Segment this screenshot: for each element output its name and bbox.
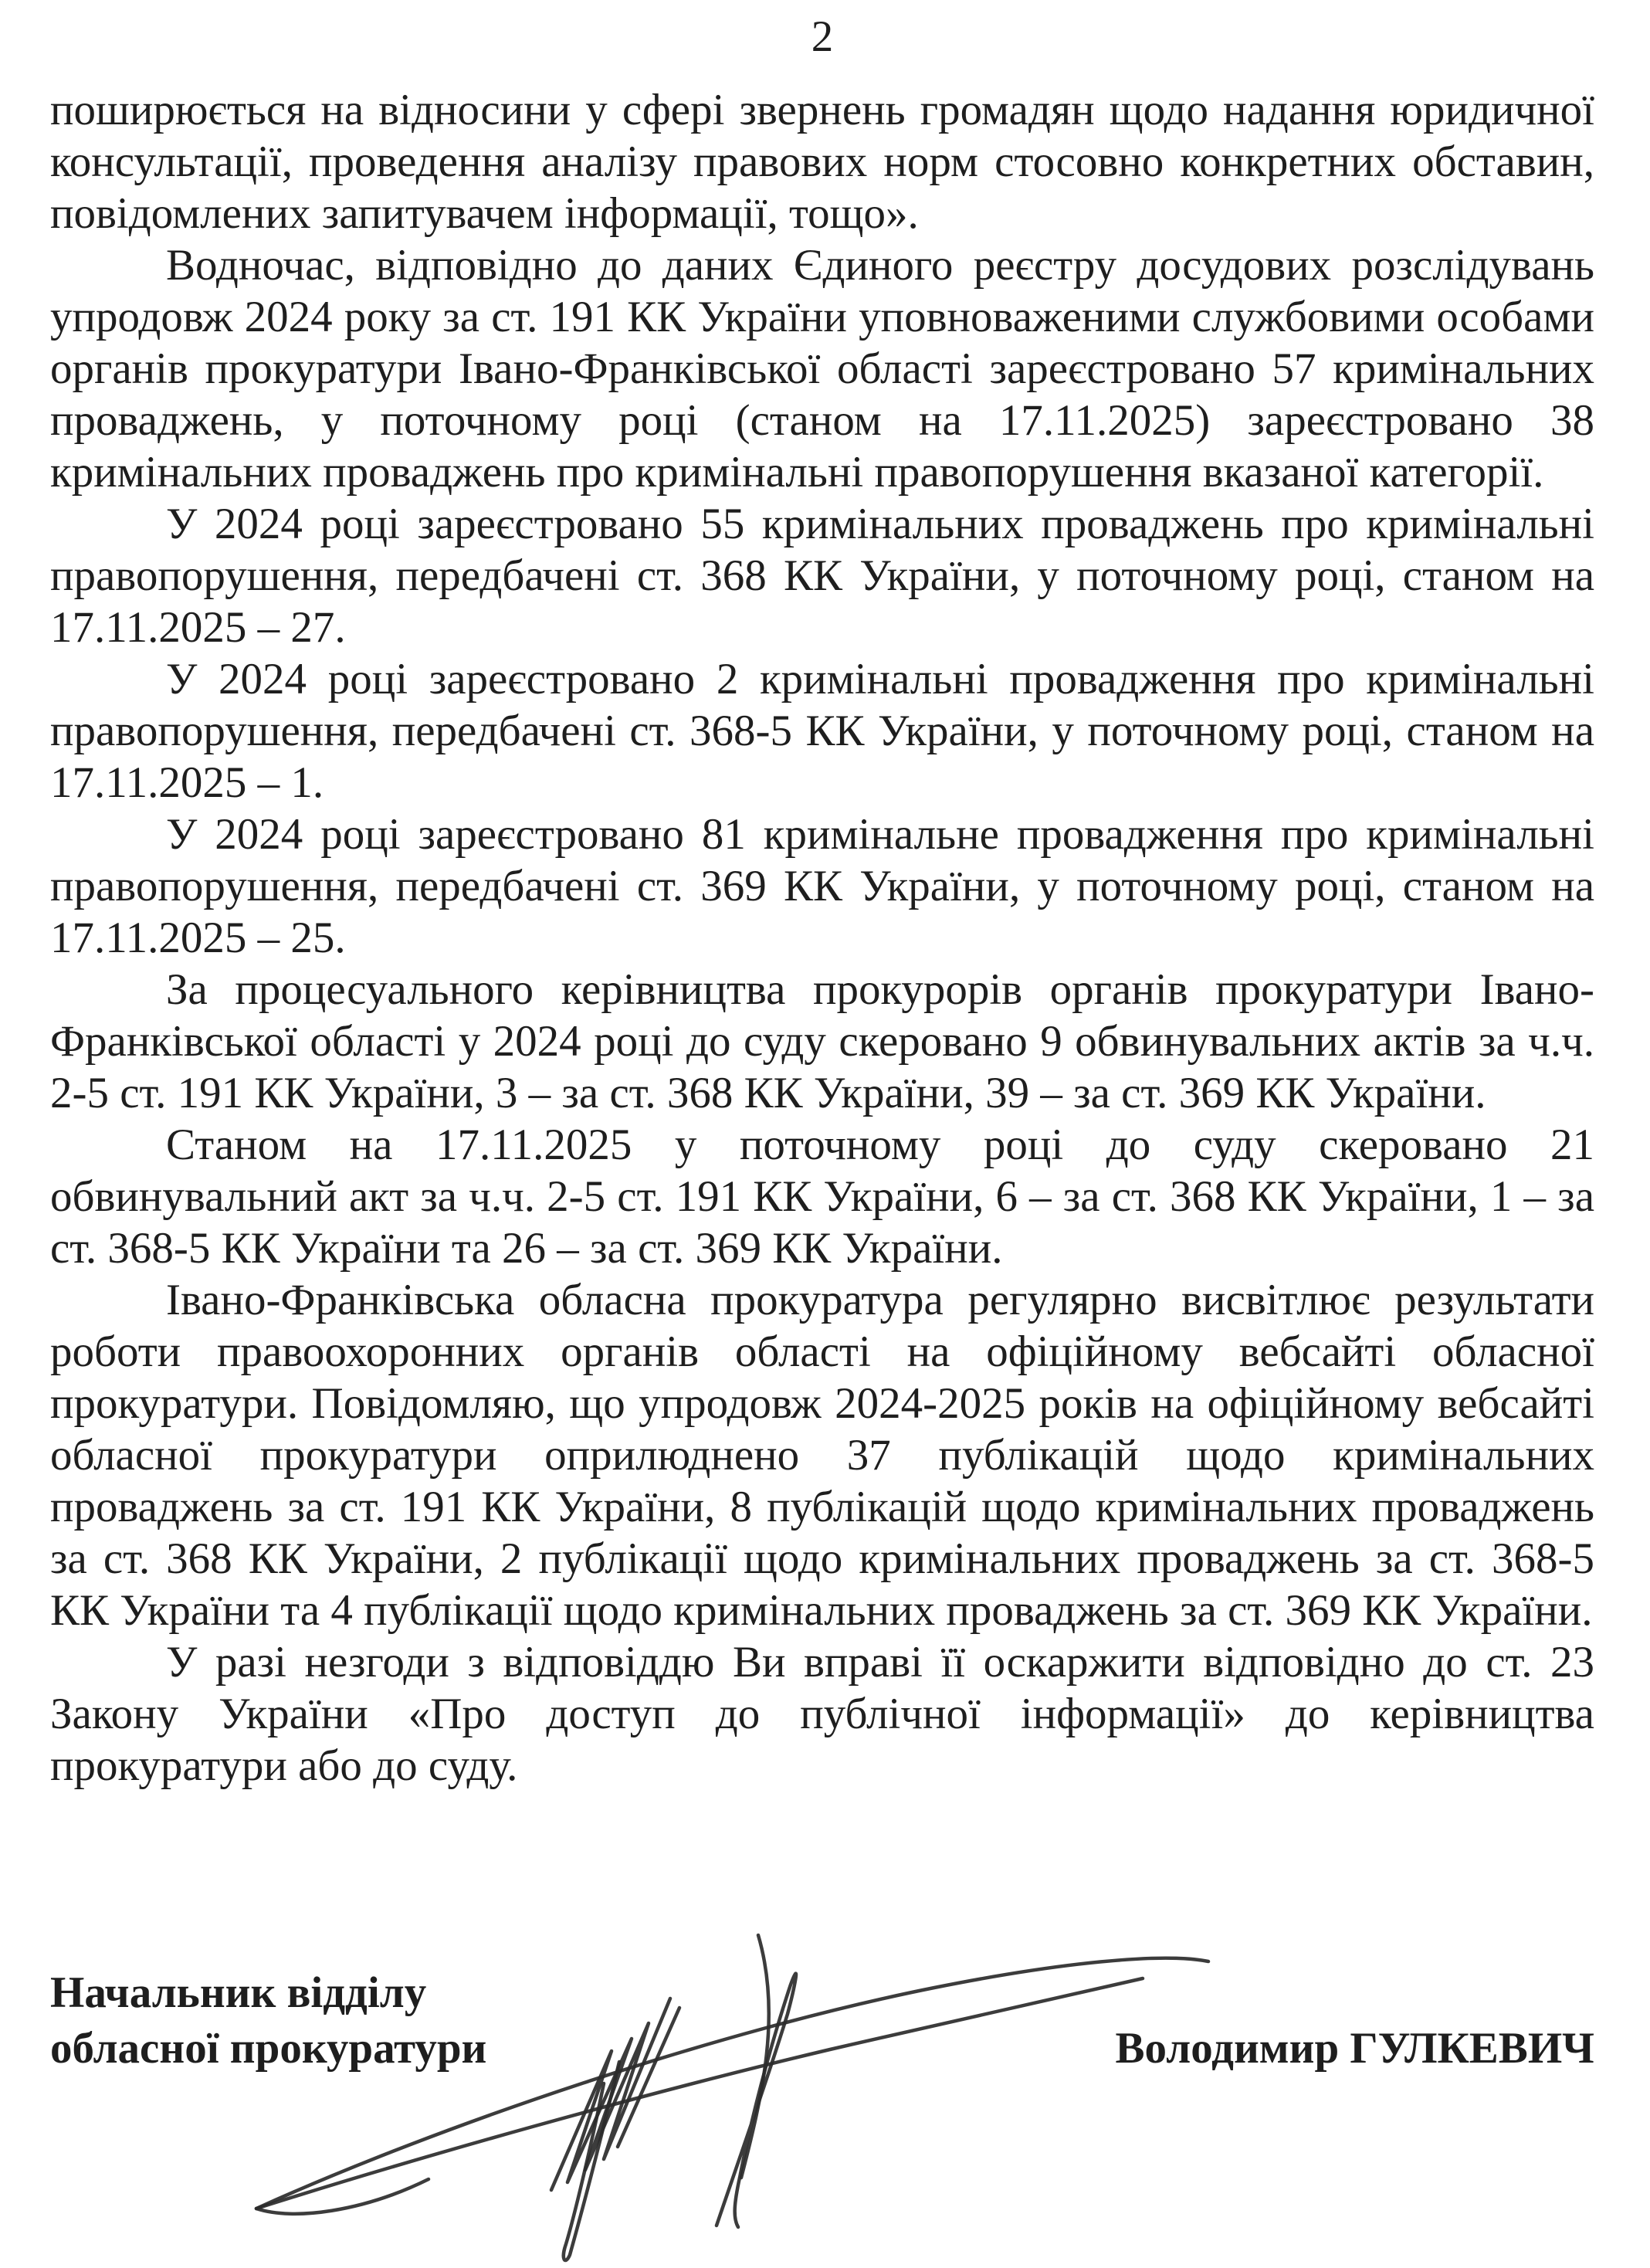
paragraph: Водночас, відповідно до даних Єдиного реєстру досудових розслідувань упродовж 2024 року за ст. 191 КК України уповноваженими службовими особами органів прокуратури Івано-Франківської області зареєстровано 57 кримінальних проваджень, у поточному році (станом на 17.11.2025) зареєстровано 38 кримінальних проваджень про кримінальні правопорушення вказаної категорії. — [50, 241, 1594, 497]
paragraph: поширюється на відносини у сфері звернень громадян щодо надання юридичної консультації, проведення аналізу правових норм стосовно конкретних обставин, повідомлених запитувачем інформації, тощо». — [50, 86, 1594, 238]
document-body — [50, 84, 1594, 1792]
paragraph: За процесуального керівництва прокурорів органів прокуратури Івано-Франківської області у 2024 році до суду скеровано 9 обвинувальних актів за ч.ч. 2-5 ст. 191 КК України, 3 – за ст. 368 КК України, 39 – за ст. 369 КК України. — [50, 965, 1594, 1117]
page-number: 2 — [811, 12, 834, 61]
signer-position-title — [50, 1965, 486, 2076]
paragraph: Станом на 17.11.2025 у поточному році до суду скеровано 21 обвинувальний акт за ч.ч. 2-5 ст. 191 КК України, 6 – за ст. 368 КК України, 1 – за ст. 368-5 КК України та 26 – за ст. 369 КК України. — [50, 1120, 1594, 1273]
signer-name: Володимир ГУЛКЕВИЧ — [1115, 2024, 1594, 2073]
paragraph: Івано-Франківська обласна прокуратура регулярно висвітлює результати роботи правоохоронних органів області на офіційному вебсайті обласної прокуратури. Повідомляю, що упродовж 2024-2025 років на офіційному вебсайті обласної прокуратури оприлюднено 37 публікацій щодо кримінальних проваджень за ст. 191 КК України, 8 публікацій щодо кримінальних проваджень за ст. 368 КК України, 2 публікації щодо кримінальних проваджень за ст. 368-5 КК України та 4 публікації щодо кримінальних проваджень за ст. 369 КК України. — [50, 1276, 1594, 1635]
paragraph: У 2024 році зареєстровано 81 кримінальне провадження про кримінальні правопорушення, передбачені ст. 369 КК України, у поточному році, станом на 17.11.2025 – 25. — [50, 810, 1594, 962]
signature-block — [50, 1965, 1594, 2076]
paragraph: У 2024 році зареєстровано 55 кримінальних проваджень про кримінальні правопорушення, передбачені ст. 368 КК України, у поточному році, станом на 17.11.2025 – 27. — [50, 500, 1594, 652]
paragraph: У разі незгоди з відповіддю Ви вправі її оскаржити відповідно до ст. 23 Закону України «Про доступ до публічної інформації» до керівництва прокуратури або до суду. — [50, 1638, 1594, 1790]
signer-position-line1: Начальник відділу — [50, 1968, 427, 2017]
signer-position-line2: обласної прокуратури — [50, 2024, 487, 2073]
paragraph: У 2024 році зареєстровано 2 кримінальні провадження про кримінальні правопорушення, передбачені ст. 368-5 КК України, у поточному році, станом на 17.11.2025 – 1. — [50, 655, 1594, 807]
